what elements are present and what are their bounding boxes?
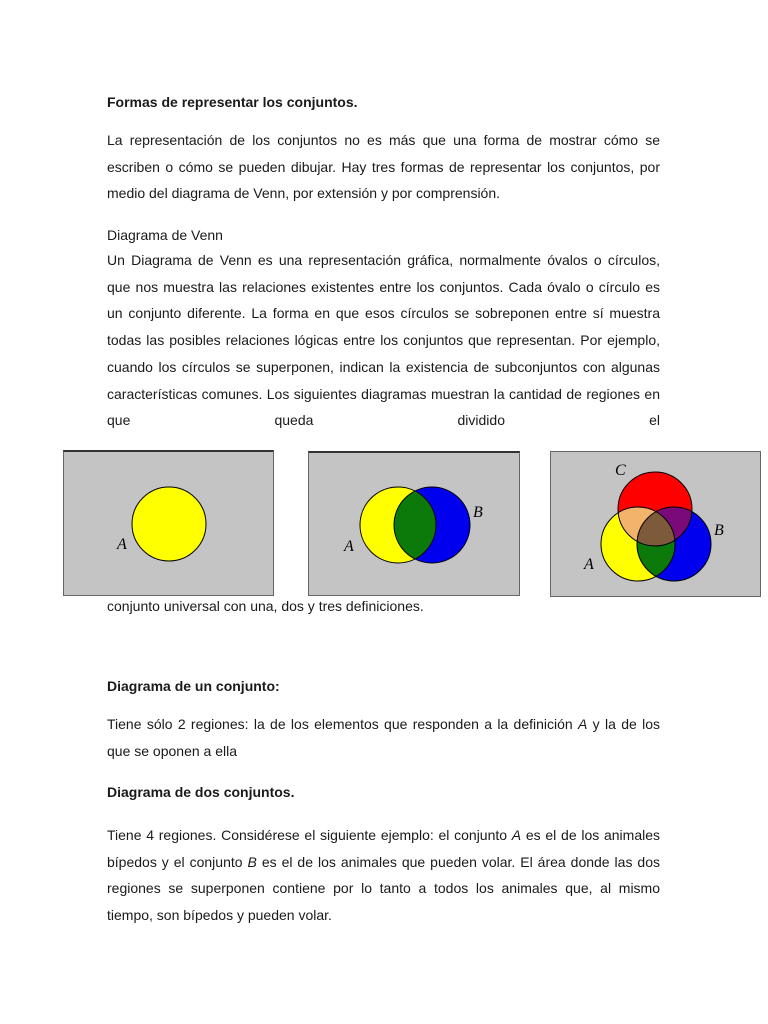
set-b-label: B [473, 504, 483, 521]
set-a-circle [132, 487, 206, 561]
venn-two-sets-figure [308, 451, 520, 596]
set-a-label: A [344, 538, 354, 555]
variable-a: A [578, 716, 588, 732]
venn-two-sets-svg [309, 453, 519, 595]
venn-paragraph: Un Diagrama de Venn es una representación gráfica, normalmente óvalos o círculos, que nos muestra las relaciones existentes entre los conjuntos. Cada óvalo o círculo es un conjunto diferente. La forma en que esos círculos se sobreponen entre sí muestra todas las posibles relaciones lógicas entre los conjuntos que representan. Por ejemplo, cuando los círculos se superponen, indican la existencia de subconjuntos con algunas características comunes. Los siguientes diagramas muestran la cantidad de regiones en que queda dividido el [107, 252, 660, 429]
two-sets-text-part1: Tiene 4 regiones. Considérese el siguiente ejemplo: el conjunto [107, 827, 512, 843]
variable-b: B [247, 853, 257, 870]
two-sets-text-part3: es el de los animales que pueden volar. El área donde las dos regiones se superponen contiene por lo tanto a todos los animales que, al mismo tiempo, son bípedos y pueden volar. [107, 853, 660, 924]
one-set-paragraph [107, 711, 660, 764]
venn-heading: Diagrama de Venn [107, 227, 223, 243]
set-b-label: B [714, 522, 724, 539]
venn-three-sets-svg [551, 452, 760, 596]
one-set-text-part1: Tiene sólo 2 regiones: la de los elementos que responden a la definición [107, 716, 578, 732]
venn-three-sets-figure [550, 451, 761, 597]
intro-paragraph: La representación de los conjuntos no es más que una forma de mostrar cómo se escriben o cómo se pueden dibujar. Hay tres formas de representar los conjuntos, por medio del diagrama de Venn, por extensión y por comprensión. [107, 132, 660, 202]
venn-one-set-svg [64, 452, 273, 595]
page-title: Formas de representar los conjuntos. [107, 94, 358, 110]
two-sets-paragraph [107, 822, 660, 929]
set-a-label: A [584, 556, 594, 573]
set-a-label: A [117, 536, 127, 553]
two-sets-text-part2: es el de los animales bípedos y el conjunto [107, 827, 660, 870]
one-set-heading: Diagrama de un conjunto: [107, 678, 280, 694]
venn-one-set-figure [63, 450, 274, 596]
variable-a: A [511, 827, 522, 843]
set-c-label: C [615, 462, 626, 479]
two-sets-heading: Diagrama de dos conjuntos. [107, 784, 295, 800]
venn-paragraph-end: conjunto universal con una, dos y tres definiciones. [107, 598, 424, 614]
one-set-text-part2: y la de los que se oponen a ella [107, 716, 660, 759]
